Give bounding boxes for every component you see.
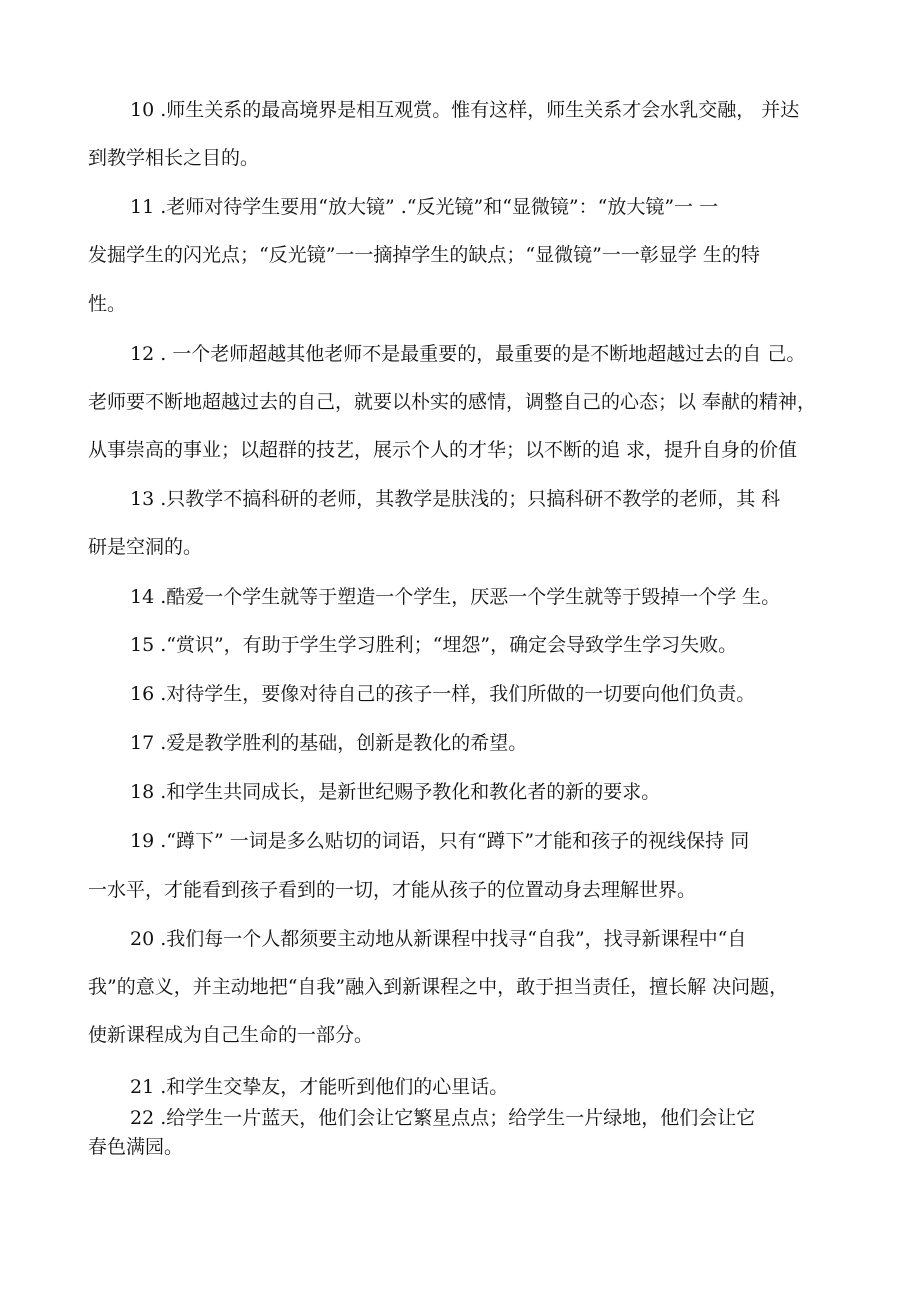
item-13-line-1: 13 .只教学不搞科研的老师，其教学是肤浅的；只搞科研不教学的老师，其 科 — [130, 488, 781, 510]
item-20-line-1: 20 .我们每一个人都须要主动地从新课程中找寻“自我”，找寻新课程中“自 — [130, 928, 747, 950]
item-19-line-2: 一水平，才能看到孩子看到的一切，才能从孩子的位置动身去理解世界。 — [88, 879, 697, 901]
item-17-line-1: 17 .爱是教学胜利的基础，创新是教化的希望。 — [130, 732, 528, 754]
item-10-line-1: 10 .师生关系的最高境界是相互观赏。惟有这样，师生关系才会水乳交融， 并达 — [130, 99, 800, 121]
item-11-line-3: 性。 — [88, 293, 127, 315]
item-18-line-1: 18 .和学生共同成长，是新世纪赐予教化和教化者的新的要求。 — [130, 781, 661, 803]
item-21-line-1: 21 .和学生交挚友，才能听到他们的心里话。 — [130, 1076, 509, 1098]
item-14-line-1: 14 .酷爱一个学生就等于塑造一个学生，厌恶一个学生就等于毁掉一个学 生。 — [130, 586, 781, 608]
item-15-line-1: 15 .“赏识”，有助于学生学习胜利；“埋怨”，确定会导致学生学习失败。 — [130, 634, 738, 656]
item-22-line-2: 春色满园。 — [88, 1136, 184, 1158]
item-12-line-1: 12 . 一个老师超越其他老师不是最重要的，最重要的是不断地超越过去的自 己。 — [130, 343, 806, 365]
item-10-line-2: 到教学相长之目的。 — [88, 147, 260, 169]
item-12-line-3: 从事崇高的事业；以超群的技艺，展示个人的才华；以不断的追 求，提升自身的价值 — [88, 439, 798, 461]
item-19-line-1: 19 .“蹲下” 一词是多么贴切的词语，只有“蹲下”才能和孩子的视线保持 同 — [130, 830, 750, 852]
item-13-line-2: 研是空洞的。 — [88, 536, 203, 558]
item-20-line-2: 我”的意义，并主动地把“自我”融入到新课程之中，敢于担当责任，擅长解 决问题， — [88, 976, 789, 998]
item-16-line-1: 16 .对待学生，要像对待自己的孩子一样，我们所做的一切要向他们负责。 — [130, 683, 756, 705]
item-11-line-2: 发掘学生的闪光点；“反光镜”一一摘掉学生的缺点；“显微镜”一一彰显学 生的特 — [88, 244, 760, 266]
item-20-line-3: 使新课程成为自己生命的一部分。 — [88, 1024, 374, 1046]
item-12-line-2: 老师要不断地超越过去的自己，就要以朴实的感情，调整自己的心态；以 奉献的精神， — [88, 391, 817, 413]
item-11-line-1: 11 .老师对待学生要用“放大镜” .“反光镜”和“显微镜”：“放大镜”一 一 — [130, 196, 719, 218]
item-22-line-1: 22 .给学生一片蓝天，他们会让它繁星点点；给学生一片绿地，他们会让它 — [130, 1107, 756, 1129]
